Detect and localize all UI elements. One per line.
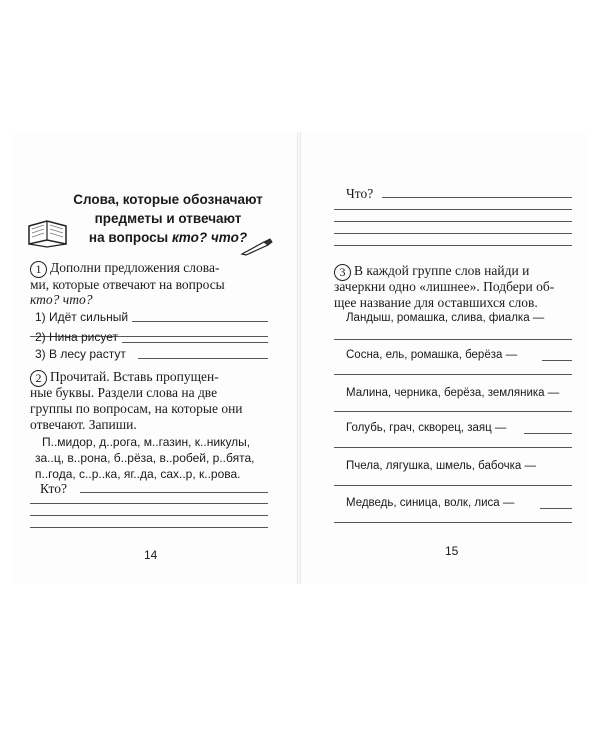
- task1-question: кто? что?: [30, 292, 93, 307]
- answer-line[interactable]: [334, 411, 572, 412]
- page-number-left: 14: [144, 548, 158, 562]
- answer-line[interactable]: [334, 485, 572, 486]
- answer-line[interactable]: [334, 447, 572, 448]
- task3-text2: зачеркни одно «лишнее». Подбери об-: [334, 279, 555, 294]
- title-line-3-prefix: на вопросы: [88, 230, 172, 245]
- who-answer-label: Кто?: [40, 481, 67, 496]
- answer-line[interactable]: [334, 522, 572, 523]
- title-line-1: Слова, которые обозначают: [73, 192, 263, 207]
- answer-line[interactable]: [30, 527, 268, 528]
- task3-text1: В каждой группе слов найди и: [354, 263, 530, 278]
- answer-line[interactable]: [524, 433, 572, 434]
- task2-text4: отвечают. Запиши.: [30, 417, 137, 432]
- task3-text3: щее название для оставшихся слов.: [334, 295, 538, 310]
- task1-item-1: 1) Идёт сильный: [35, 310, 129, 324]
- what-answer-label: Что?: [346, 186, 374, 201]
- answer-line[interactable]: [138, 358, 268, 359]
- answer-line[interactable]: [30, 515, 268, 516]
- task2-words-row3: п..года, с..р..ка, яг..да, сах..р, к..рова.: [35, 467, 241, 481]
- word-group: Медведь, синица, волк, лиса —: [346, 497, 515, 509]
- task2-text2: ные буквы. Раздели слова на две: [30, 385, 218, 400]
- task-number-badge: 3: [334, 264, 351, 281]
- answer-line[interactable]: [122, 342, 268, 343]
- answer-line[interactable]: [542, 360, 572, 361]
- answer-line[interactable]: [334, 209, 572, 210]
- task1-text1: Дополни предложения слова-: [50, 260, 220, 275]
- word-group: Голубь, грач, скворец, заяц —: [346, 422, 507, 434]
- word-group: Малина, черника, берёза, земляника —: [346, 387, 560, 399]
- task1-line1: [30, 260, 219, 278]
- answer-line[interactable]: [334, 374, 572, 375]
- answer-line[interactable]: [334, 233, 572, 234]
- pen-icon: [240, 236, 274, 256]
- task2-text1: Прочитай. Вставь пропущен-: [50, 369, 219, 384]
- answer-line[interactable]: [382, 197, 572, 198]
- book-gutter: [297, 132, 301, 584]
- answer-line[interactable]: [334, 339, 572, 340]
- answer-line[interactable]: [334, 245, 572, 246]
- answer-line[interactable]: [30, 503, 268, 504]
- task-number-badge: 1: [30, 261, 47, 278]
- word-group: Ландыш, ромашка, слива, фиалка —: [346, 312, 545, 324]
- task2-text3: группы по вопросам, на которые они: [30, 401, 243, 416]
- task2-words-row2: за..ц, в..рона, б..рёза, в..робей, р..бята,: [35, 451, 255, 465]
- answer-line[interactable]: [334, 221, 572, 222]
- task1-item-3: 3) В лесу растут: [35, 347, 126, 361]
- page-number-right: 15: [445, 544, 459, 558]
- task-number-badge: 2: [30, 370, 47, 387]
- task1-text2: ми, которые отвечают на вопросы: [30, 277, 225, 292]
- title-question-words: кто? что?: [171, 230, 248, 245]
- task2-words-row1: П..мидор, д..рога, м..газин, к..никулы,: [42, 435, 251, 449]
- word-group: Пчела, лягушка, шмель, бабочка —: [346, 460, 536, 472]
- title-line-2: предметы и отвечают: [94, 211, 242, 226]
- answer-line[interactable]: [80, 492, 268, 493]
- task1-item-2: 2) Нина рисует: [35, 330, 119, 344]
- answer-line[interactable]: [540, 508, 572, 509]
- word-group: Сосна, ель, ромашка, берёза —: [346, 349, 518, 361]
- answer-line[interactable]: [132, 321, 268, 322]
